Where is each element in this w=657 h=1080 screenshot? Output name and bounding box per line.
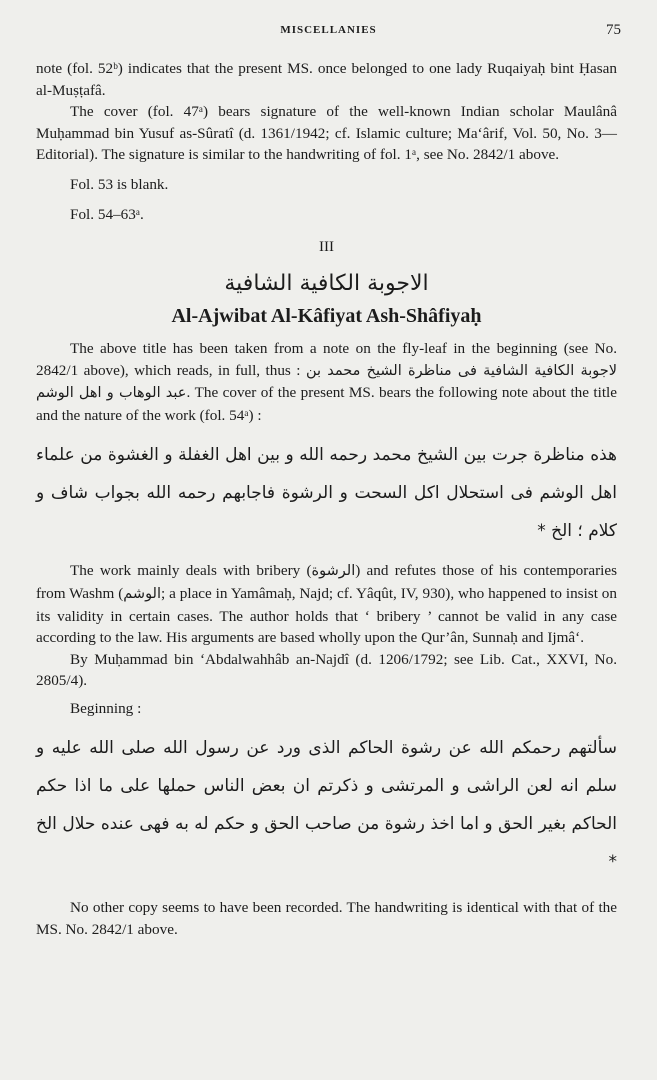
work-text-c: ; a place in Yamâmaḥ, Najd; cf. Yâqût, IV, 930), who happened to insist on its validity in certain cases. The author holds that ‘ bribery ’ cannot be valid in any case according to the law. His arguments are based wholly upon the Qur’ân, Sunnaḥ and Ijmâ‘. [36, 584, 617, 647]
paragraph-cover-signature: The cover (fol. 47ᵃ) bears signature of the well-known Indian scholar Maulânâ Muḥammad bin Yusuf as-Sûratî (d. 1361/1942; cf. Islamic culture; Ma‘ârif, Vol. 50, No. 3—Editorial). The signature is similar to the handwriting of fol. 1ᵃ, see No. 2842/1 above. [36, 103, 617, 164]
paragraph-closing: No other copy seems to have been recorded. The handwriting is identical with that of the MS. No. 2842/1 above. [36, 899, 617, 939]
arabic-bribery: الرشوة [311, 563, 356, 580]
page-body [36, 58, 617, 941]
section-number: III [319, 239, 334, 256]
work-text-b: ) and refutes those of his contemporaries from Washm ( [36, 562, 617, 602]
running-title: MISCELLANIES [280, 24, 377, 36]
paragraph-author: By Muḥammad bin ‘Abdalwahhâb an-Najdî (d. 1206/1792; see Lib. Cat., XXVI, No. 2805/4). [36, 650, 617, 690]
intro-text-a: The above title has been taken from a note on the fly-leaf in the beginning (see No. 2842/1 above), which reads, in full, thus : [36, 339, 617, 379]
paragraph-title-source [36, 338, 617, 426]
beginning-label: Beginning : [70, 699, 142, 717]
work-text-a: The work mainly deals with bribery ( [70, 562, 312, 580]
paragraph-work-description [36, 560, 617, 648]
page-header [36, 24, 621, 42]
arabic-washm: الوشم [123, 585, 162, 602]
arabic-title: الاجوبة الكافية الشافية [224, 270, 429, 296]
paragraph-provenance: note (fol. 52ᵇ) indicates that the present MS. once belonged to one lady Ruqaiyaḥ bint Ḥasan al-Muṣṭafâ. [36, 60, 617, 99]
paragraph-blank-folio: Fol. 53 is blank. [70, 175, 169, 193]
arabic-quote-beginning: سألتهم رحمكم الله عن رشوة الحاكم الذى ورد عن رسول الله صلى الله عليه و سلم انه لعن الراشى و المرتشى و ذكرتم ان بعض الناس حملها على ما اذا حكم الحاكم بغير الحق و اما اخذ رشوة من صاحب الحق و حكم له به فهى عنده حلال الخ * [36, 738, 617, 873]
intro-text-b: . The cover of the present MS. bears the following note about the title and the nature of the work (fol. 54ᵃ) : [36, 384, 618, 424]
arabic-quote-cover-note: هذه مناظرة جرت بين الشيخ محمد رحمه الله و بين اهل الغفلة و الغشوة من علماء اهل الوشم فى استحلال اكل السحت و الرشوة فاجابهم رحمه الله بجواب شاف و كلام ؛ الخ * [36, 445, 617, 542]
intro-arabic-note: لاجوبة الكافية الشافية فى مناظرة الشيخ محمد بن عبد الوهاب و اهل الوشم [36, 362, 618, 402]
work-title: Al-Ajwibat Al-Kâfiyat Ash-Shâfiyaḥ [171, 305, 482, 328]
paragraph-folio-range: Fol. 54–63ᵃ. [70, 205, 144, 223]
page-number: 75 [606, 22, 621, 38]
